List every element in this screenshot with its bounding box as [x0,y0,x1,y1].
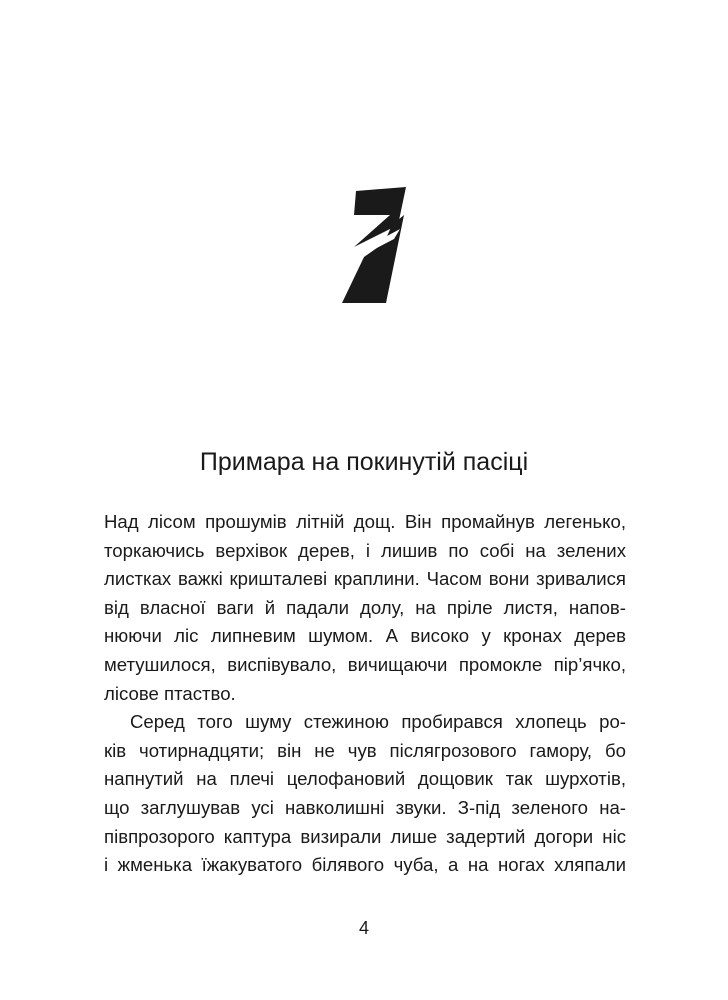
text-line: напнутий на плечі целофановий дощовик так шурхотів, [104,768,626,790]
chapter-title: Примара на покинутій пасіці [199,448,529,476]
text-line: Серед того шуму стежиною пробирався хлопець ро- [130,711,626,733]
text-line: метушилося, виспівувало, вичищаючи промокле пір’ячко, [104,653,626,675]
text-line: півпрозорого каптура визирали лише задертий догори ніс [104,825,626,847]
text-line: від власної ваги й падали долу, на пріле листя, напов- [104,596,626,618]
chapter-number-1-icon [334,185,414,305]
text-line: торкаючись верхівок дерев, і лишив по собі на зелених [104,539,626,561]
text-line: листках важкі кришталеві краплини. Часом вони зривалися [104,568,626,590]
text-line: Над лісом прошумів літній дощ. Він промайнув легенько, [104,511,626,532]
chapter-number-glyph [334,185,414,305]
text-line: ків чотирнадцяти; він не чув післягрозового гамору, бо [104,739,626,761]
text-line: що заглушував усі навколишні звуки. З-під зеленого на- [104,796,626,818]
text-line: нюючи ліс липневим шумом. А високо у кронах дерев [104,625,626,647]
text-line: лісове птаство. [104,682,236,704]
body-text [104,508,626,880]
page-number: 4 [358,918,369,938]
text-line: і жменька їжакуватого білявого чуба, а на ногах хляпали [104,854,626,876]
